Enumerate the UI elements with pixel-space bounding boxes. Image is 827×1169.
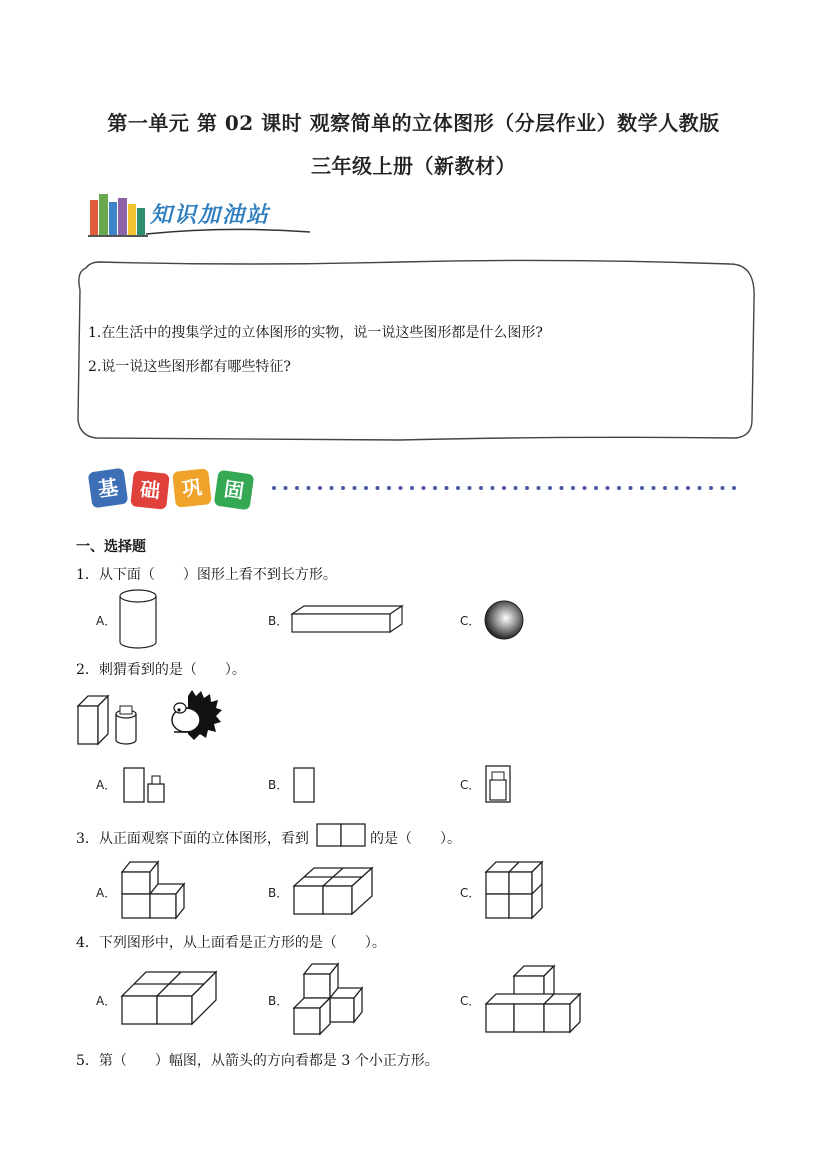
- knowledge-item-1: 1.在生活中的搜集学过的立体图形的实物，说一说这些图形都是什么图形?: [88, 325, 543, 341]
- dotted-divider: [0, 474, 827, 504]
- divider-dot: [284, 486, 288, 490]
- divider-dot: [422, 486, 426, 490]
- divider-dot: [594, 486, 598, 490]
- hedgehog-icon: [166, 688, 222, 744]
- divider-dot: [353, 486, 357, 490]
- divider-dot: [721, 486, 725, 490]
- divider-dot: [272, 486, 276, 490]
- q2-option-a-label[interactable]: A．: [96, 778, 117, 792]
- divider-dot: [617, 486, 621, 490]
- divider-dot: [548, 486, 552, 490]
- divider-dot: [502, 486, 506, 490]
- divider-dot: [663, 486, 667, 490]
- question-2-text: 2．刺猬看到的是（ ）。: [76, 662, 246, 678]
- divider-dot: [433, 486, 437, 490]
- divider-dot: [468, 486, 472, 490]
- divider-dot: [652, 486, 656, 490]
- knowledge-banner-title: 知识加油站: [150, 203, 271, 228]
- divider-dot: [456, 486, 460, 490]
- q3-option-b-label[interactable]: B．: [268, 886, 289, 900]
- cuboid-and-cylinder-icon: [76, 690, 146, 750]
- basic-banner-tile-3: 巩: [172, 468, 212, 508]
- divider-dot: [583, 486, 587, 490]
- divider-dot: [318, 486, 322, 490]
- divider-dot: [629, 486, 633, 490]
- divider-dot: [399, 486, 403, 490]
- divider-dot: [606, 486, 610, 490]
- front-view-two-squares-icon: [316, 823, 368, 847]
- q2-option-a-figure: [120, 764, 170, 804]
- divider-dot: [307, 486, 311, 490]
- divider-dot: [537, 486, 541, 490]
- q1-option-c-label[interactable]: C．: [460, 614, 481, 628]
- knowledge-item-2: 2.说一说这些图形都有哪些特征?: [88, 359, 291, 375]
- section-heading: 一、选择题: [76, 539, 146, 555]
- divider-dot: [686, 486, 690, 490]
- q4-option-b-label[interactable]: B．: [268, 994, 289, 1008]
- question-3-text-before: 3．从正面观察下面的立体图形，看到: [76, 831, 309, 847]
- q2-option-b-figure: [290, 764, 320, 804]
- q3-option-a-figure: [120, 858, 190, 920]
- divider-dot: [341, 486, 345, 490]
- basic-banner-tile-2: 础: [130, 470, 170, 510]
- q4-option-b-figure: [292, 962, 366, 1036]
- q3-option-c-label[interactable]: C．: [460, 886, 481, 900]
- q4-option-c-label[interactable]: C．: [460, 994, 481, 1008]
- q1-option-b-label[interactable]: B．: [268, 614, 289, 628]
- divider-dot: [295, 486, 299, 490]
- q4-option-c-figure: [484, 962, 584, 1034]
- q2-option-c-label[interactable]: C．: [460, 778, 481, 792]
- divider-dot: [640, 486, 644, 490]
- page-title-line1: 第一单元 第 02 课时 观察简单的立体图形（分层作业）数学人教版: [107, 111, 720, 135]
- basic-banner-tile-1: 基: [88, 468, 129, 509]
- cuboid-icon: [290, 604, 406, 634]
- divider-dot: [698, 486, 702, 490]
- question-4-text: 4．下列图形中，从上面看是正方形的是（ ）。: [76, 935, 386, 951]
- divider-dot: [364, 486, 368, 490]
- divider-dot: [732, 486, 736, 490]
- divider-dot: [479, 486, 483, 490]
- divider-dot: [525, 486, 529, 490]
- q4-option-a-figure: [120, 968, 220, 1028]
- q3-option-b-figure: [292, 866, 376, 918]
- divider-dot: [709, 486, 713, 490]
- question-5-text: 5．第（ ）幅图，从箭头的方向看都是 3 个小正方形。: [76, 1053, 439, 1069]
- divider-dot: [571, 486, 575, 490]
- q2-option-c-figure: [484, 764, 514, 804]
- divider-dot: [376, 486, 380, 490]
- divider-dot: [560, 486, 564, 490]
- question-3-text-after: 的是（ ）。: [370, 831, 461, 847]
- divider-dot: [387, 486, 391, 490]
- divider-dot: [491, 486, 495, 490]
- cylinder-icon: [118, 588, 158, 650]
- divider-dot: [675, 486, 679, 490]
- divider-dot: [445, 486, 449, 490]
- basic-banner-tile-4: 固: [214, 470, 255, 511]
- q3-option-c-figure: [484, 858, 546, 920]
- q1-option-a-label[interactable]: A．: [96, 614, 117, 628]
- q4-option-a-label[interactable]: A．: [96, 994, 117, 1008]
- divider-dot: [410, 486, 414, 490]
- divider-dot: [514, 486, 518, 490]
- q2-option-b-label[interactable]: B．: [268, 778, 289, 792]
- question-1-text: 1．从下面（ ）图形上看不到长方形。: [76, 567, 337, 583]
- divider-dot: [330, 486, 334, 490]
- sphere-icon: [484, 600, 526, 642]
- q3-option-a-label[interactable]: A．: [96, 886, 117, 900]
- page-title-line2: 三年级上册（新教材）: [311, 154, 516, 178]
